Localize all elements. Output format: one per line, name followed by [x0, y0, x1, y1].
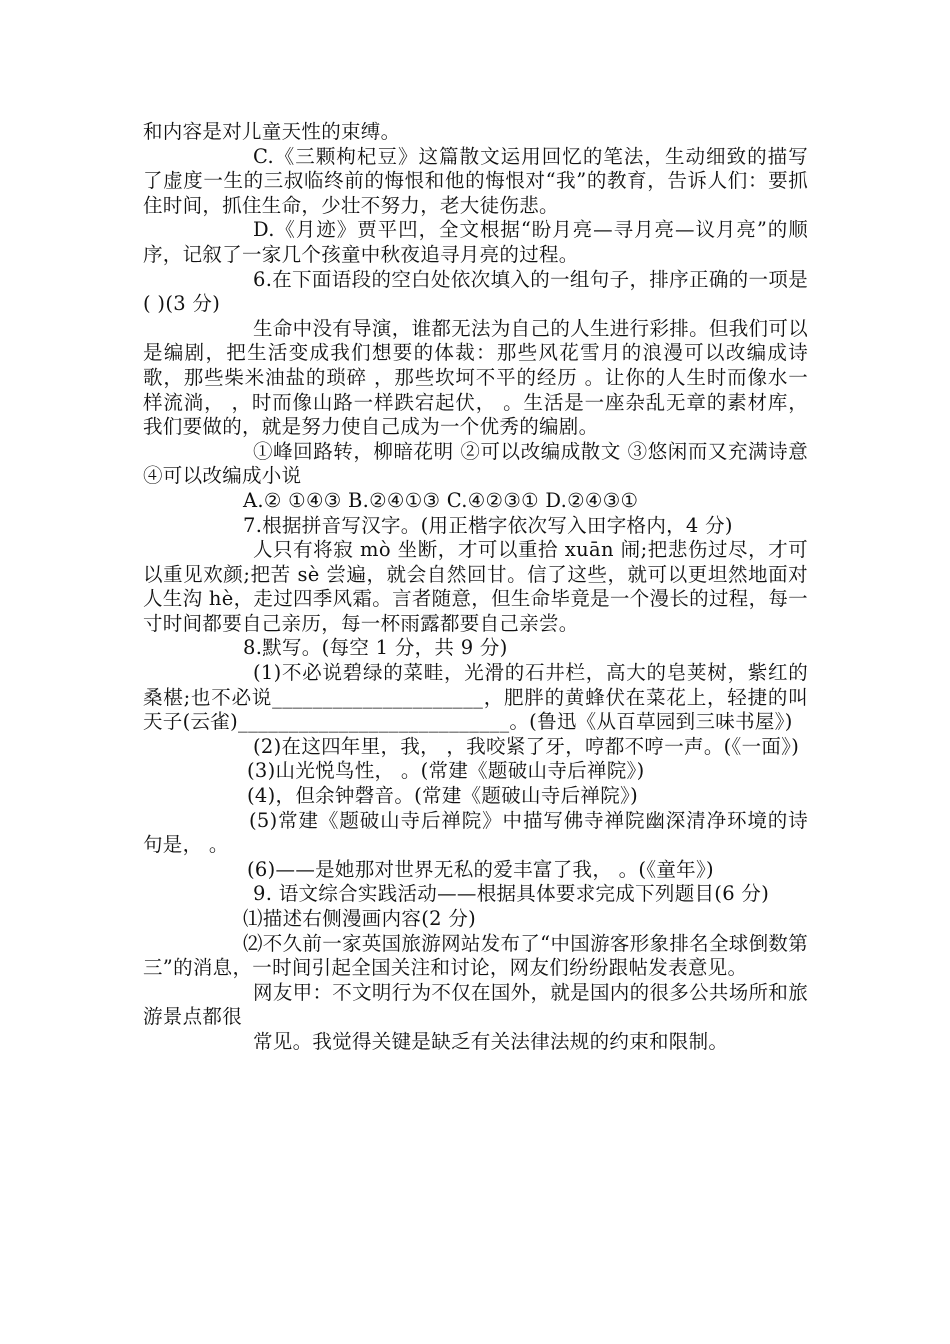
netizen-a-comment: 网友甲：不文明行为不仅在国外，就是国内的很多公共场所和旅游景点都很	[143, 980, 808, 1029]
question-8-item-6: (6)——是她那对世界无私的爱丰富了我， 。(《童年》)	[247, 857, 714, 881]
question-8: 8.默写。(每空 1 分，共 9 分)	[243, 636, 508, 660]
question-9-part-2: ⑵不久前一家英国旅游网站发布了“中国游客形象排名全球倒数第三”的消息，一时间引起全国关注和讨论，网友们纷纷跟帖发表意见。	[143, 931, 808, 980]
question-8-item-3: (3)山光悦鸟性， 。(常建《题破山寺后禅院》)	[247, 759, 645, 783]
document-body	[143, 120, 815, 1055]
paragraph-continuation: 和内容是对儿童天性的束缚。	[143, 120, 401, 143]
question-8-item-1: (1)不必说碧绿的菜畦，光滑的石井栏，高大的皂荚树，紫红的桑椹;也不必说_____________________，肥胖的黄蜂伏在菜花上，轻捷的叫天子(云雀)___________________________。(鲁迅《从百草园到三味书屋》)	[143, 661, 808, 734]
option-c: C.《三颗枸杞豆》这篇散文运用回忆的笔法，生动细致的描写了虚度一生的三叔临终前的悔恨和他的悔恨对“我”的教育，告诉人们：要抓住时间，抓住生命，少壮不努力，老大徒伤悲。	[143, 144, 808, 217]
question-8-item-4: (4)，但余钟磬音。(常建《题破山寺后禅院》)	[247, 784, 638, 808]
question-8-item-5: (5)常建《题破山寺后禅院》中描写佛寺禅院幽深清净环境的诗句是， 。	[143, 808, 808, 857]
question-7: 7.根据拼音写汉字。(用正楷字依次写入田字格内，4 分)	[243, 513, 733, 537]
question-6-passage: 生命中没有导演，谁都无法为自己的人生进行彩排。但我们可以是编剧，把生活变成我们想要的体裁：那些风花雪月的浪漫可以改编成诗歌，那些柴米油盐的琐碎 ，那些坎坷不平的经历 。让你的人生时而像水一样流淌， ，时而像山路一样跌宕起伏， 。生活是一座杂乱无章的素材库，我们要做的，就是努力使自己成为一个优秀的编剧。	[143, 316, 808, 439]
question-9: 9. 语文综合实践活动——根据具体要求完成下列题目(6 分)	[253, 882, 770, 906]
question-9-part-1: ⑴描述右侧漫画内容(2 分)	[243, 907, 477, 930]
option-d: D.《月迹》贾平凹，全文根据“盼月亮—寻月亮—议月亮”的顺序，记叙了一家几个孩童中秋夜追寻月亮的过程。	[143, 218, 808, 266]
question-7-passage: 人只有将寂 mò 坐断，才可以重拾 xuān 闹;把悲伤过尽，才可以重见欢颜;把苦 sè 尝遍，就会自然回甘。信了这些，就可以更坦然地面对人生沟 hè，走过四季风霜。言者随意，但生命毕竟是一个漫长的过程，每一寸时间都要自己亲历，每一杯雨露都要自己亲尝。	[143, 538, 808, 635]
question-6-choices: A.② ①④③ B.②④①③ C.④②③① D.②④③①	[243, 488, 639, 512]
netizen-a-comment-continued: 常见。我觉得关键是缺乏有关法律法规的约束和限制。	[253, 1029, 729, 1053]
question-6: 6.在下面语段的空白处依次填入的一组句子，排序正确的一项是( )(3 分)	[143, 267, 808, 316]
question-8-item-2: (2)在这四年里，我， ，我咬紧了牙，哼都不哼一声。(《一面》)	[253, 734, 800, 758]
question-6-sentences: ①峰回路转，柳暗花明 ②可以改编成散文 ③悠闲而又充满诗意 ④可以改编成小说	[143, 439, 815, 488]
